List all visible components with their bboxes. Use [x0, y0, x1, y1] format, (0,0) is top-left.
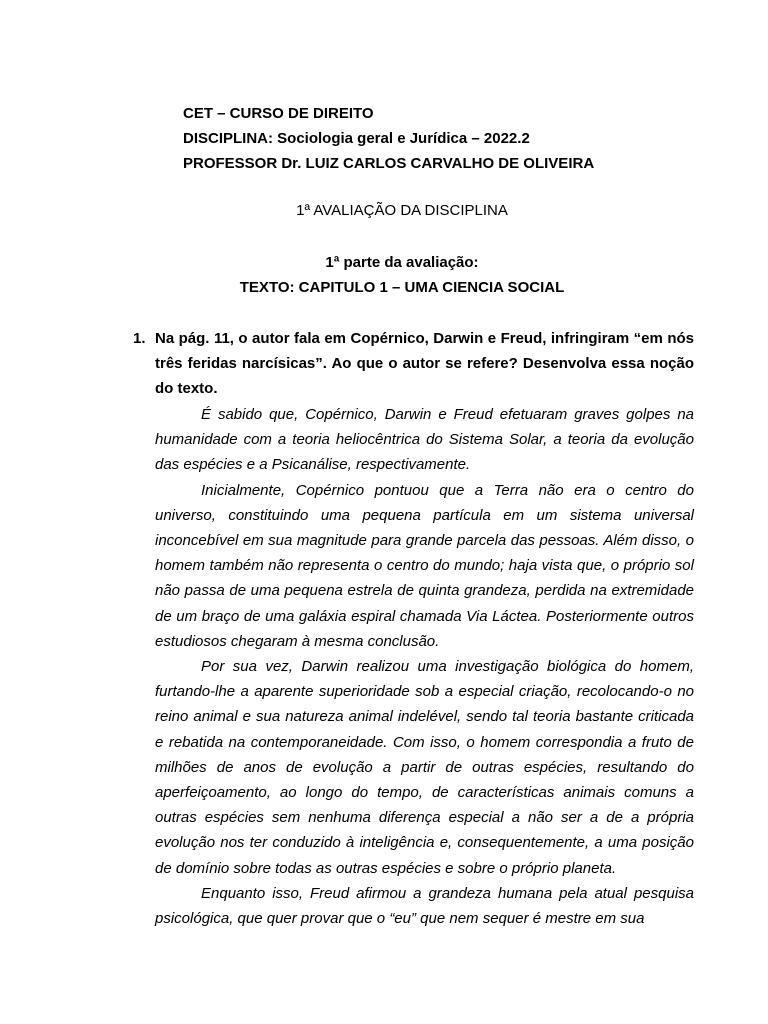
text-title: TEXTO: CAPITULO 1 – UMA CIENCIA SOCIAL: [239, 279, 565, 296]
evaluation-title: 1ª AVALIAÇÃO DA DISCIPLINA: [296, 202, 508, 219]
answer-paragraph: É sabido que, Copérnico, Darwin e Freud efetuaram graves golpes na humanidade com a teoria heliocêntrica do Sistema Solar, a teoria da evolução das espécies e a Psicanálise, respectivamente.: [155, 406, 694, 474]
question-number: 1.: [133, 330, 146, 347]
question-text: Na pág. 11, o autor fala em Copérnico, Darwin e Freud, infringiram “em nós três feridas narcísicas”. Ao que o autor se refere? Desenvolva essa noção do texto.: [155, 330, 694, 397]
question-item: [133, 326, 694, 401]
answer-paragraph: Inicialmente, Copérnico pontuou que a Terra não era o centro do universo, constituindo uma pequena partícula em um sistema universal inconcebível em sua magnitude para grande parcela das pessoas. Além disso, o homem também não representa o centro do mundo; haja vista que, o próprio sol não passa de uma pequena estrela de quinta grandeza, perdida na extremidade de um braço de uma galáxia espiral chamada Via Láctea. Posteriormente outros estudiosos chegaram à mesma conclusão.: [155, 481, 694, 650]
course-line: CET – CURSO DE DIREITO: [183, 105, 374, 122]
answer-paragraph: Enquanto isso, Freud afirmou a grandeza humana pela atual pesquisa psicológica, que quer provar que o “eu” que nem sequer é mestre em sua: [155, 884, 694, 928]
answer-body: [155, 402, 694, 931]
document-header: [183, 101, 594, 176]
professor-line: PROFESSOR Dr. LUIZ CARLOS CARVALHO DE OLIVEIRA: [183, 155, 595, 172]
discipline-line: DISCIPLINA: Sociologia geral e Jurídica – 2022.2: [183, 130, 530, 147]
answer-paragraph: Por sua vez, Darwin realizou uma investigação biológica do homem, furtando-lhe a aparente superioridade sob a especial criação, recolocando-o no reino animal e sua natureza animal indelével, sendo tal teoria bastante criticada e rebatida na contemporaneidade. Com isso, o homem correspondia a fruto de milhões de anos de evolução a partir de outras espécies, resultando do aperfeiçoamento, ao longo do tempo, de características animais comuns a outras espécies sem nenhuma diferença especial a não ser a de a própria evolução nos ter conduzido à inteligência e, consequentemente, a uma posição de domínio sobre todas as outras espécies e sobre o próprio planeta.: [155, 658, 694, 877]
part-title: 1ª parte da avaliação:: [325, 254, 479, 271]
